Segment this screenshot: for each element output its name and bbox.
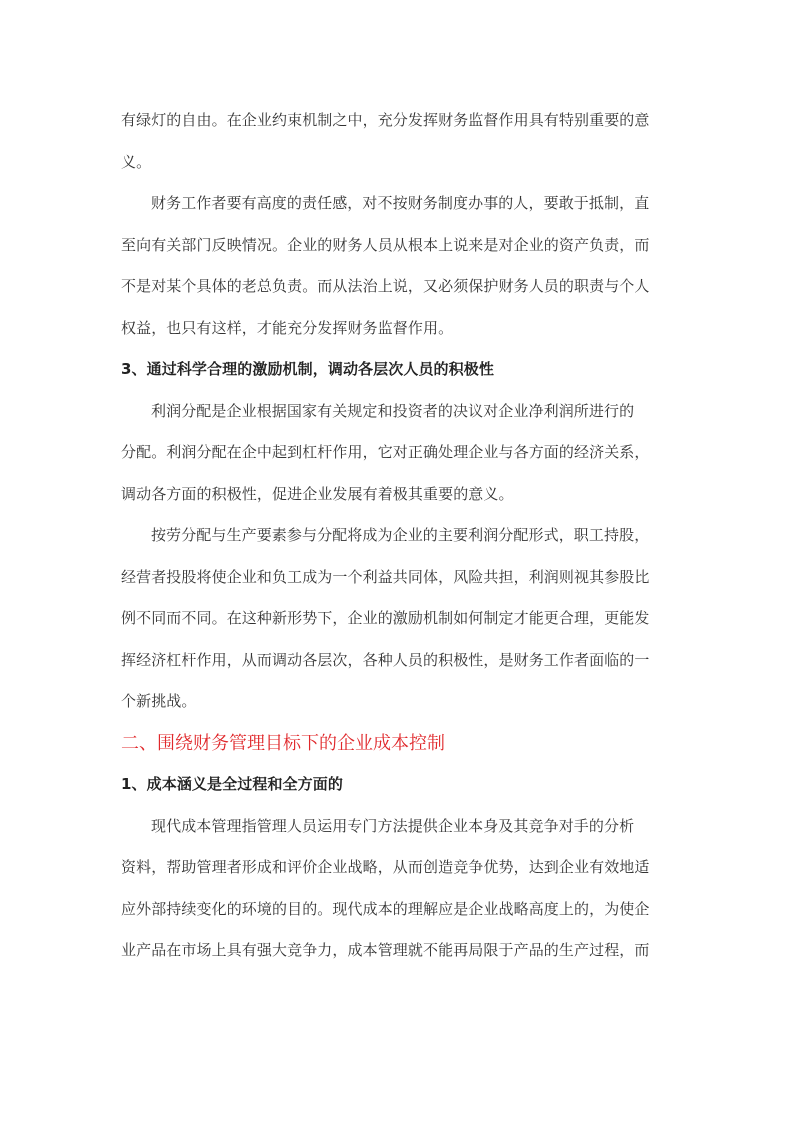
text-line: 例不同而不同。在这种新形势下，企业的激励机制如何制定才能更合理，更能发 [121, 609, 650, 627]
text-line: 至向有关部门反映情况。企业的财务人员从根本上说来是对企业的资产负责，而 [121, 235, 650, 254]
paragraph-distribution-form [121, 515, 681, 723]
text-line: 应外部持续变化的环境的目的。现代成本的理解应是企业战略高度上的，为使企 [121, 899, 650, 918]
paragraph-modern-cost [121, 806, 681, 972]
text-line: 个新挑战。 [121, 692, 197, 710]
text-line: 业产品在市场上具有强大竞争力，成本管理就不能再局限于产品的生产过程，而 [121, 941, 650, 959]
paragraph-supervision [121, 100, 681, 183]
text-line: 分配。利润分配在企中起到杠杆作用，它对正确处理企业与各方面的经济关系， [121, 443, 650, 461]
text-line: 挥经济杠杆作用，从而调动各层次，各种人员的积极性，是财务工作者面临的一 [121, 650, 650, 669]
paragraph-profit-distribution [121, 391, 681, 516]
text-line: 经营者投股将使企业和负工成为一个利益共同体，风险共担，利润则视其参股比 [121, 567, 650, 586]
text-line: 利润分配是企业根据国家有关规定和投资者的决议对企业净利润所进行的 [151, 401, 635, 420]
paragraph-responsibility [121, 183, 681, 349]
document-page [121, 100, 681, 972]
text-line: 资料，帮助管理者形成和评价企业战略，从而创造竞争优势，达到企业有效地适 [121, 858, 650, 876]
subheading-incentive: 3、通过科学合理的激励机制，调动各层次人员的积极性 [121, 360, 494, 378]
text-line: 财务工作者要有高度的责任感，对不按财务制度办事的人，要敢于抵制，直 [151, 194, 650, 212]
text-line: 义。 [121, 152, 152, 171]
text-line: 按劳分配与生产要素参与分配将成为企业的主要利润分配形式，职工持股， [151, 526, 650, 544]
text-line: 不是对某个具体的老总负责。而从法治上说，又必须保护财务人员的职责与个人 [121, 277, 650, 295]
section-heading-cost-control: 二、围绕财务管理目标下的企业成本控制 [121, 732, 445, 754]
text-line: 现代成本管理指管理人员运用专门方法提供企业本身及其竞争对手的分析 [151, 816, 635, 835]
text-line: 权益，也只有这样，才能充分发挥财务监督作用。 [121, 318, 454, 337]
text-line: 调动各方面的积极性，促进企业发展有着极其重要的意义。 [121, 484, 514, 503]
text-line: 有绿灯的自由。在企业约束机制之中，充分发挥财务监督作用具有特别重要的意 [121, 111, 650, 129]
subheading-cost-meaning: 1、成本涵义是全过程和全方面的 [121, 775, 343, 793]
